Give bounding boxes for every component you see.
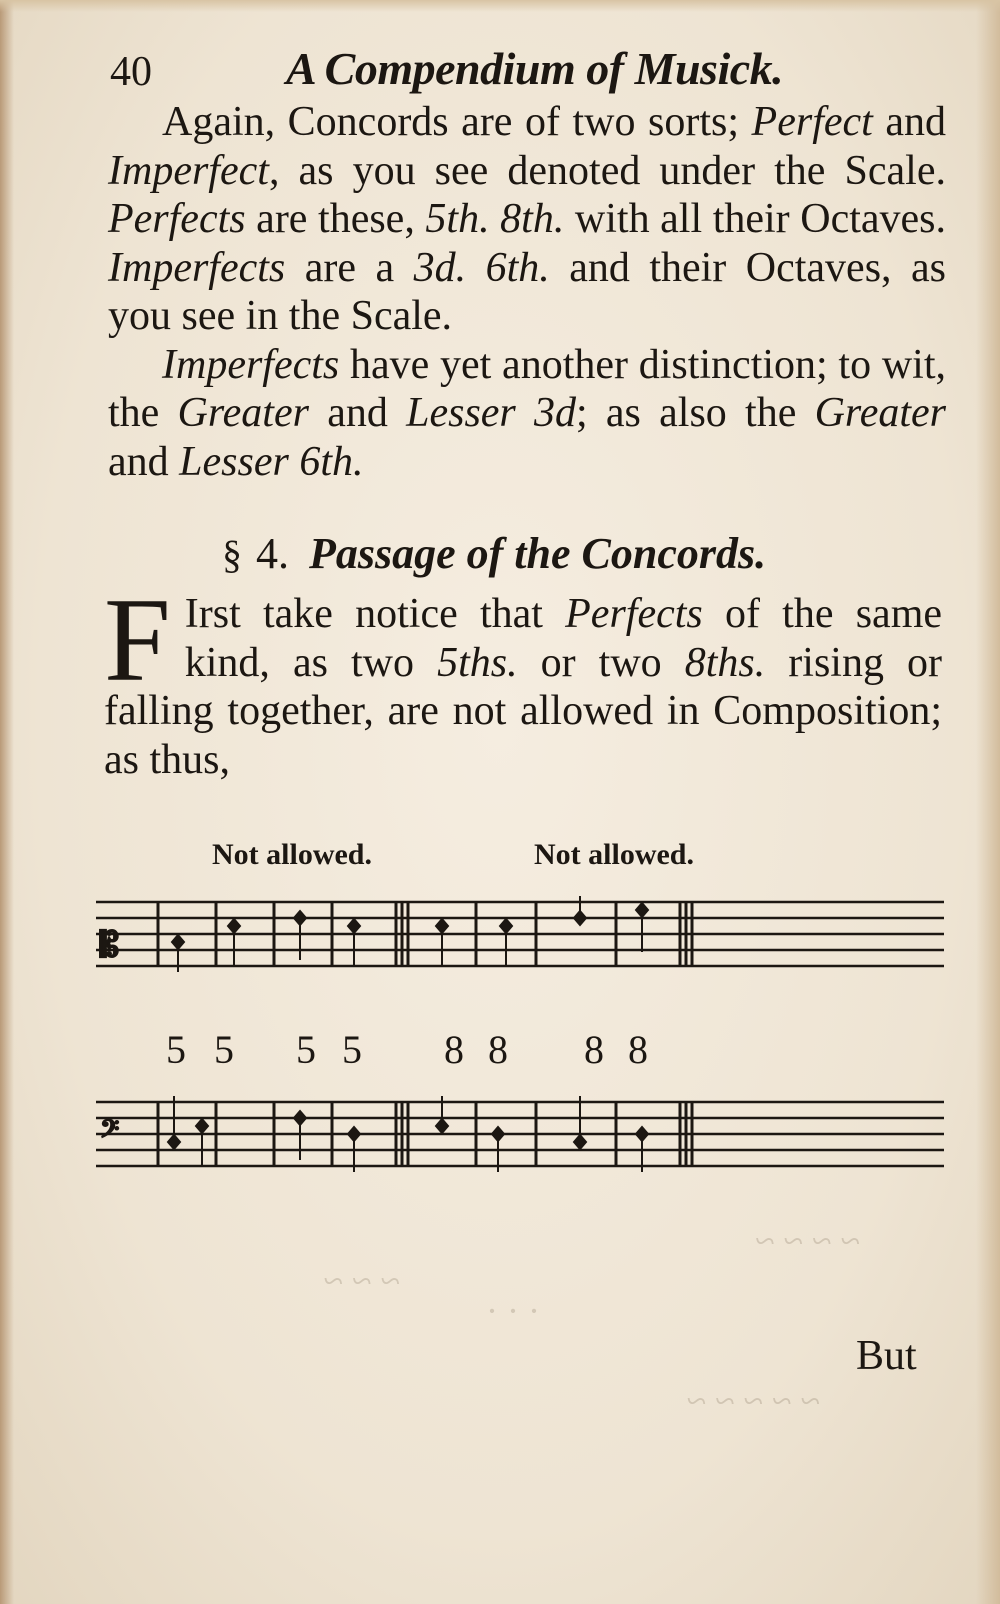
figure: 8 [584, 1027, 604, 1072]
running-title: A Compendium of Musick. [286, 43, 784, 94]
page-edge-shadow-left [0, 0, 14, 1604]
italic-term: Perfect [751, 99, 873, 145]
italic-term: Greater [814, 390, 946, 436]
page-edge-shadow-top [0, 0, 1000, 12]
running-header [110, 34, 930, 104]
text-run: rising or falling together, are not allowed in Composition; as thus, [104, 639, 942, 783]
italic-term: 5th. 8th. [425, 196, 565, 242]
italic-term: 5ths. [437, 639, 518, 686]
catchword: But [856, 1333, 917, 1379]
text-run: are these, [245, 196, 426, 242]
italic-term: Perfects [108, 196, 246, 242]
paragraph-imperfects-distinction [108, 341, 946, 487]
svg-text:𝄢: 𝄢 [100, 1115, 120, 1150]
treble-staff [96, 896, 944, 976]
text-run: , as you see denoted under the Scale. [268, 147, 946, 194]
text-run: are a [285, 244, 414, 291]
text-run: Again, Concords are of two sorts; [162, 99, 752, 145]
italic-term: Imperfects [162, 341, 340, 388]
italic-term: Imperfect [108, 147, 269, 194]
figure: 8 [444, 1027, 464, 1072]
page-number: 40 [110, 49, 152, 95]
section-title: Passage of the Concords. [309, 529, 767, 578]
section-heading [222, 528, 766, 579]
page-edge-shadow-right [976, 0, 1000, 1604]
italic-term: Greater [177, 390, 309, 436]
text-run: or two [517, 639, 685, 686]
bass-staff [96, 1096, 944, 1176]
text-run: of the same kind, as two [184, 591, 943, 686]
figure: 5 [296, 1027, 316, 1072]
text-run: ; as also the [576, 390, 815, 436]
treble-staff-notation [96, 896, 944, 976]
figured-bass-row [166, 1026, 706, 1076]
text-run: and [108, 438, 180, 485]
text-run: have yet another distinction; to wit, the [108, 341, 946, 436]
figure: 8 [488, 1027, 508, 1072]
body-text [108, 98, 946, 486]
section-mark: § [222, 532, 242, 577]
text-run: with all their Octaves. [564, 196, 947, 242]
text-run: and [872, 99, 946, 145]
section-number: 4. [256, 529, 289, 578]
text-run: and [308, 390, 407, 436]
italic-term: Lesser 3d [406, 390, 577, 436]
figure: 5 [214, 1027, 234, 1072]
italic-term: Lesser 6th. [179, 438, 364, 485]
drop-cap: F [104, 573, 171, 706]
figure: 5 [342, 1027, 362, 1072]
paragraph-passage-concords [104, 573, 943, 784]
not-allowed-label: Not allowed. [212, 838, 372, 871]
text-run: and their Octaves, as you see in the Scale. [108, 244, 946, 339]
figure: 5 [166, 1027, 186, 1072]
italic-term: Perfects [565, 591, 703, 637]
text-run: Irst take notice that [184, 591, 566, 637]
show-through-ink: ~ ~ ~ ~ · · · ~ ~ ~ ~ ~ ~ ~ ~ [323, 1221, 860, 1421]
italic-term: 3d. 6th. [413, 244, 550, 291]
bass-staff-notation [96, 1096, 944, 1176]
svg-text:𝄡: 𝄡 [100, 925, 119, 965]
italic-term: 8ths. [684, 639, 766, 686]
figure: 8 [628, 1027, 648, 1072]
italic-term: Imperfects [108, 244, 286, 291]
paragraph-concords-sorts [108, 98, 946, 341]
not-allowed-label: Not allowed. [534, 838, 694, 871]
